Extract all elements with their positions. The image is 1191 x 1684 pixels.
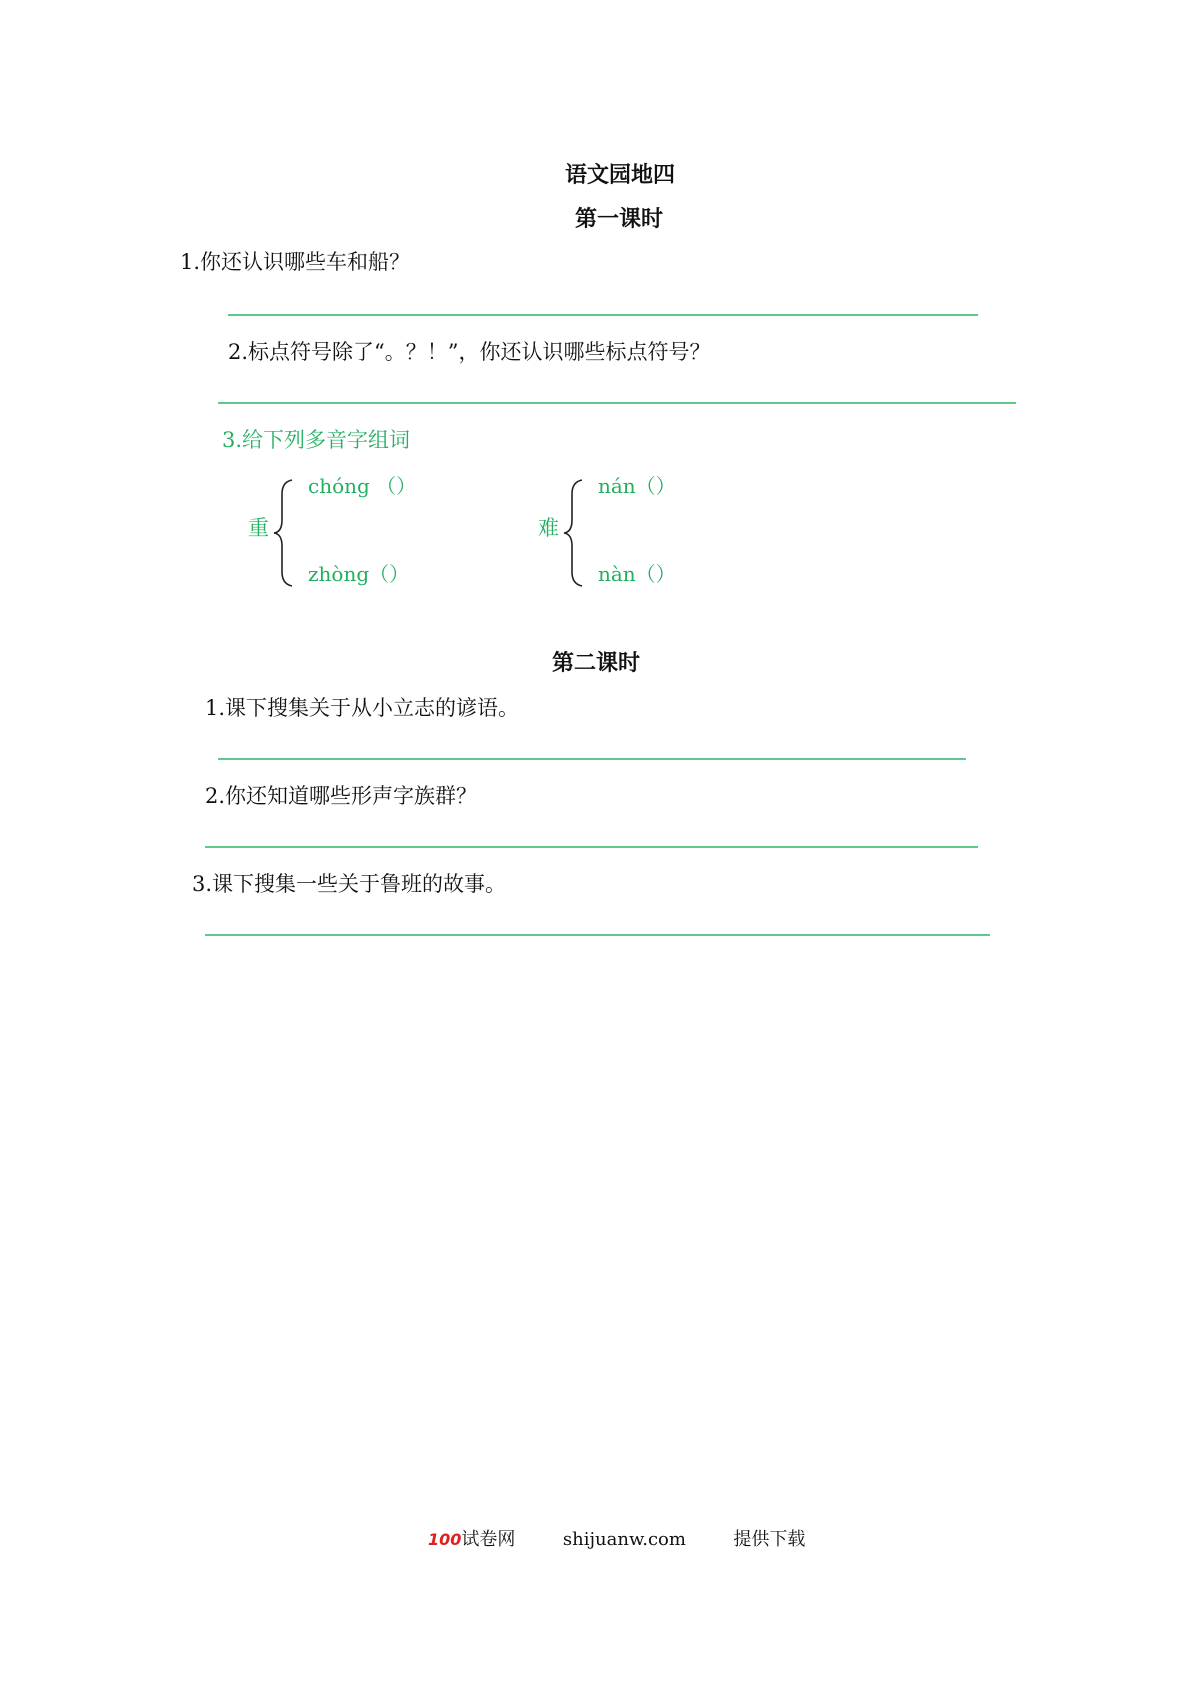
answer-line-2[interactable] (218, 402, 1016, 404)
lesson2-title: 第二课时 (552, 651, 641, 676)
reading-chong: chóng （） (308, 474, 417, 498)
lesson1-question-3: 3.给下列多音字组词 (222, 428, 411, 452)
answer-line-1[interactable] (228, 314, 978, 316)
lesson1-question-1: 1.你还认识哪些车和船？ (180, 250, 411, 274)
site-logo: 100 (428, 1530, 462, 1549)
section-title: 语文园地四 (565, 163, 676, 188)
reading-zhong: zhòng（） (308, 562, 410, 586)
brace-icon (272, 478, 294, 588)
polyphone-char-nan: 难 (538, 516, 559, 540)
lesson2-question-3: 3.课下搜集一些关于鲁班的故事。 (192, 872, 507, 896)
footer-url[interactable]: shijuanw.com (562, 1529, 686, 1550)
brace-icon (562, 478, 584, 588)
answer-line-4[interactable] (205, 846, 978, 848)
reading-nan4: nàn（） (598, 562, 676, 586)
lesson1-question-2: 2.标点符号除了“。？！”，你还认识哪些标点符号？ (228, 340, 711, 364)
footer-note: 提供下载 (733, 1529, 806, 1550)
polyphone-char-zhong: 重 (248, 516, 269, 540)
lesson2-question-2: 2.你还知道哪些形声字族群？ (205, 784, 478, 808)
lesson2-question-1: 1.课下搜集关于从小立志的谚语。 (205, 696, 520, 720)
footer-site-name: 试卷网 (461, 1529, 516, 1550)
lesson1-title: 第一课时 (575, 207, 664, 232)
reading-nan2: nán（） (598, 474, 676, 498)
answer-line-5[interactable] (205, 934, 990, 936)
answer-line-3[interactable] (218, 758, 966, 760)
footer (428, 1525, 805, 1551)
